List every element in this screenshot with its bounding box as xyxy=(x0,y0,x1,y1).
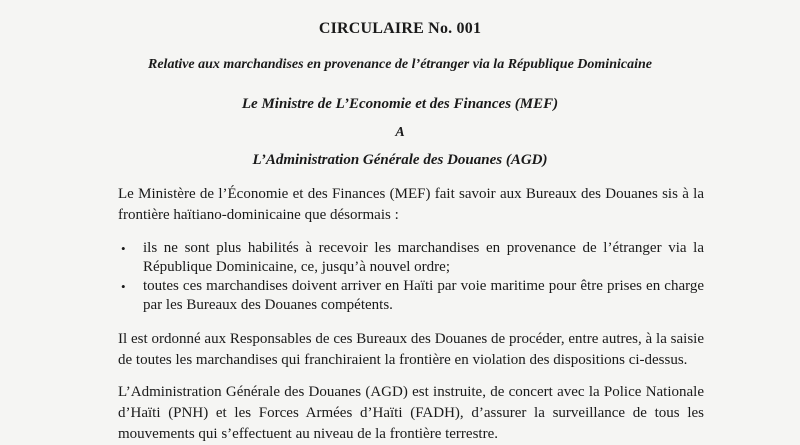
bullet-text: toutes ces marchandises doivent arriver en Haïti par voie maritime pour être prises en charge par les Bureaux des Douanes compétents. xyxy=(143,278,704,313)
bullet-icon: • xyxy=(121,241,126,256)
paragraph-instruction: L’Administration Générale des Douanes (AGD) est instruite, de concert avec la Police Nationale d’Haïti (PNH) et les Forces Armées d’Haïti (FADH), d’assurer la surveillance de tous les mouvements qui s’effectuent au niveau de la frontière terrestre. xyxy=(118,384,704,442)
bullet-list xyxy=(118,239,704,315)
sender-line: Le Ministre de L’Economie et des Finances (MEF) xyxy=(241,96,559,112)
document-title: CIRCULAIRE No. 001 xyxy=(318,20,482,37)
bullet-text: ils ne sont plus habilités à recevoir les marchandises en provenance de l’étranger via la République Dominicaine, ce, jusqu’à nouvel ordre; xyxy=(143,240,704,275)
paragraph-order: Il est ordonné aux Responsables de ces Bureaux des Douanes de procéder, entre autres, à la saisie de toutes les marchandises qui franchiraient la frontière en violation des dispositions ci-dessus. xyxy=(118,331,704,368)
bullet-item xyxy=(118,277,704,315)
paragraph-intro: Le Ministère de l’Économie et des Finances (MEF) fait savoir aux Bureaux des Douanes sis à la frontière haïtiano-dominicaine que désormais : xyxy=(118,186,704,223)
recipient-line: L’Administration Générale des Douanes (AGD) xyxy=(252,152,548,168)
document-subtitle: Relative aux marchandises en provenance de l’étranger via la République Dominicaine xyxy=(148,57,652,72)
bullet-icon: • xyxy=(121,279,126,294)
bullet-item xyxy=(118,239,704,277)
to-letter: A xyxy=(395,125,405,140)
